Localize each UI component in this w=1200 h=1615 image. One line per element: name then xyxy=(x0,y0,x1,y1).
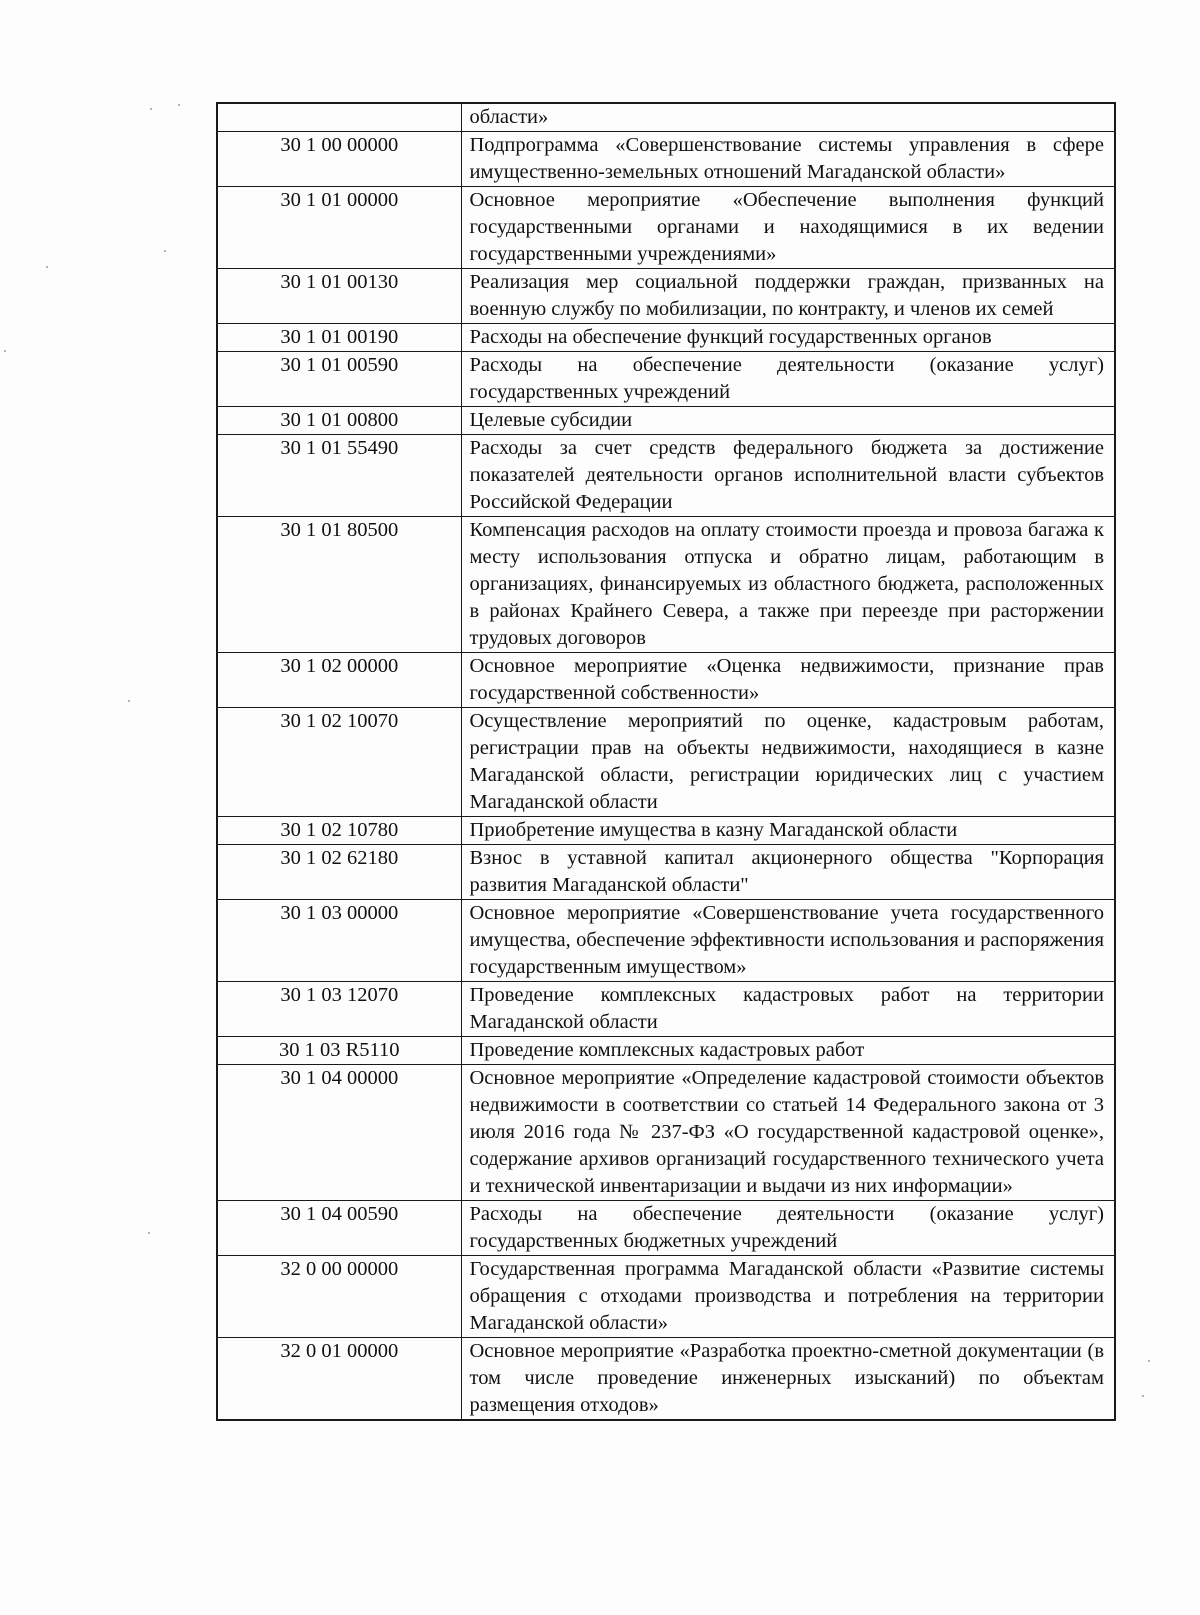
scan-speck xyxy=(4,350,6,352)
row-code: 32 0 01 00000 xyxy=(217,1338,461,1421)
row-name: Расходы на обеспечение деятельности (оказание услуг) государственных учреждений xyxy=(461,352,1115,407)
row-name: Основное мероприятие «Обеспечение выполнения функций государственными органами и находящимися в их ведении государственными учреждениями» xyxy=(461,187,1115,269)
table-row xyxy=(217,132,1115,187)
row-name: Целевые субсидии xyxy=(461,407,1115,435)
row-name: Расходы за счет средств федерального бюджета за достижение показателей деятельности органов исполнительной власти субъектов Российской Федерации xyxy=(461,435,1115,517)
table-row xyxy=(217,708,1115,817)
table-row xyxy=(217,352,1115,407)
row-name: Основное мероприятие «Оценка недвижимости, признание прав государственной собственности» xyxy=(461,653,1115,708)
table-row xyxy=(217,324,1115,352)
scan-speck xyxy=(1148,1360,1150,1362)
row-code: 30 1 02 10070 xyxy=(217,708,461,817)
row-code xyxy=(217,103,461,132)
table-row xyxy=(217,653,1115,708)
scan-speck xyxy=(128,700,130,702)
table-row xyxy=(217,900,1115,982)
table-row xyxy=(217,435,1115,517)
row-code: 32 0 00 00000 xyxy=(217,1256,461,1338)
row-name: Приобретение имущества в казну Магаданской области xyxy=(461,817,1115,845)
row-code: 30 1 04 00000 xyxy=(217,1065,461,1201)
table-row xyxy=(217,982,1115,1037)
table-row xyxy=(217,1338,1115,1421)
row-code: 30 1 01 00130 xyxy=(217,269,461,324)
row-code: 30 1 02 62180 xyxy=(217,845,461,900)
table-row xyxy=(217,103,1115,132)
row-name: Расходы на обеспечение функций государственных органов xyxy=(461,324,1115,352)
row-code: 30 1 04 00590 xyxy=(217,1201,461,1256)
scan-speck xyxy=(46,266,48,268)
row-code: 30 1 01 00000 xyxy=(217,187,461,269)
row-code: 30 1 02 00000 xyxy=(217,653,461,708)
row-name: Проведение комплексных кадастровых работ на территории Магаданской области xyxy=(461,982,1115,1037)
table-row xyxy=(217,407,1115,435)
row-name: Основное мероприятие «Определение кадастровой стоимости объектов недвижимости в соответствии со статьей 14 Федерального закона от 3 июля 2016 года № 237-ФЗ «О государственной кадастровой оценке», содержание архивов организаций государственного технического учета и технической инвентаризации и выдачи из них информации» xyxy=(461,1065,1115,1201)
scan-speck xyxy=(150,108,152,110)
table-row xyxy=(217,1201,1115,1256)
row-code: 30 1 01 55490 xyxy=(217,435,461,517)
table-row xyxy=(217,187,1115,269)
table-row xyxy=(217,817,1115,845)
row-code: 30 1 01 00190 xyxy=(217,324,461,352)
row-name: Проведение комплексных кадастровых работ xyxy=(461,1037,1115,1065)
row-name: Расходы на обеспечение деятельности (оказание услуг) государственных бюджетных учреждений xyxy=(461,1201,1115,1256)
row-code: 30 1 01 00800 xyxy=(217,407,461,435)
table-row xyxy=(217,1256,1115,1338)
row-code: 30 1 01 80500 xyxy=(217,517,461,653)
scan-speck xyxy=(148,1232,150,1234)
budget-classification-table xyxy=(216,102,1116,1421)
row-name: Компенсация расходов на оплату стоимости проезда и провоза багажа к месту использования отпуска и обратно лицам, работающим в организациях, финансируемых из областного бюджета, расположенных в районах Крайнего Севера, а также при переезде при расторжении трудовых договоров xyxy=(461,517,1115,653)
table-row xyxy=(217,1037,1115,1065)
row-name: Основное мероприятие «Разработка проектно-сметной документации (в том числе проведение инженерных изысканий) по объектам размещения отходов» xyxy=(461,1338,1115,1421)
scan-speck xyxy=(1142,1395,1144,1397)
row-name: области» xyxy=(461,103,1115,132)
scan-speck xyxy=(178,104,180,106)
row-code: 30 1 03 00000 xyxy=(217,900,461,982)
table-row xyxy=(217,517,1115,653)
row-code: 30 1 02 10780 xyxy=(217,817,461,845)
row-name: Государственная программа Магаданской области «Развитие системы обращения с отходами производства и потребления на территории Магаданской области» xyxy=(461,1256,1115,1338)
row-name: Основное мероприятие «Совершенствование учета государственного имущества, обеспечение эффективности использования и распоряжения государственным имуществом» xyxy=(461,900,1115,982)
row-code: 30 1 01 00590 xyxy=(217,352,461,407)
row-name: Подпрограмма «Совершенствование системы управления в сфере имущественно-земельных отношений Магаданской области» xyxy=(461,132,1115,187)
table-row xyxy=(217,1065,1115,1201)
row-name: Осуществление мероприятий по оценке, кадастровым работам, регистрации прав на объекты недвижимости, находящиеся в казне Магаданской области, регистрации юридических лиц с участием Магаданской области xyxy=(461,708,1115,817)
table-row xyxy=(217,845,1115,900)
row-name: Реализация мер социальной поддержки граждан, призванных на военную службу по мобилизации, по контракту, и членов их семей xyxy=(461,269,1115,324)
scan-speck xyxy=(164,250,166,252)
row-code: 30 1 03 12070 xyxy=(217,982,461,1037)
row-code: 30 1 00 00000 xyxy=(217,132,461,187)
row-name: Взнос в уставной капитал акционерного общества "Корпорация развития Магаданской области" xyxy=(461,845,1115,900)
row-code: 30 1 03 R5110 xyxy=(217,1037,461,1065)
table-row xyxy=(217,269,1115,324)
